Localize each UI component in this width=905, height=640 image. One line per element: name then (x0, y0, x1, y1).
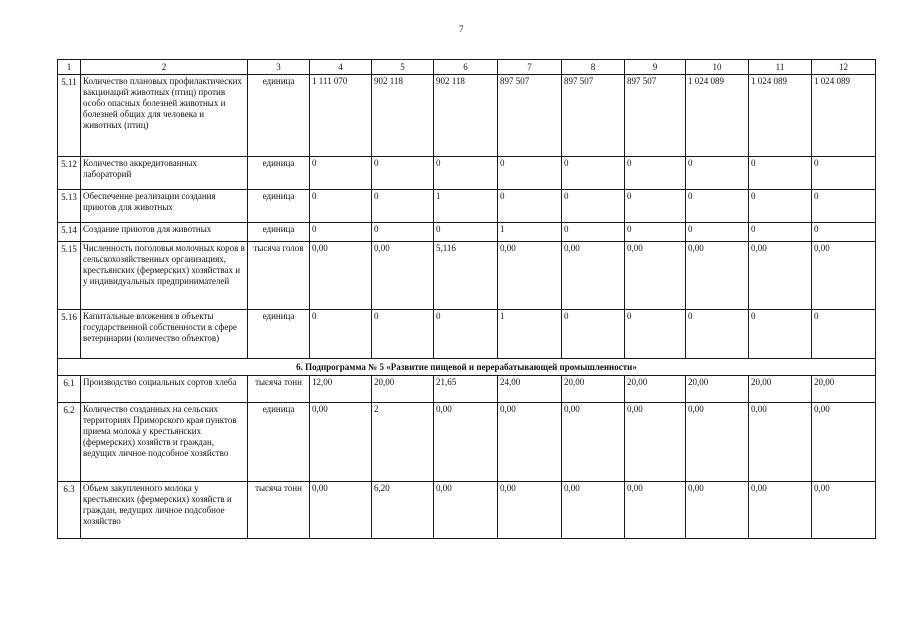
value-cell: 0 (812, 190, 876, 223)
value-cell: 0 (434, 310, 498, 359)
table-body (58, 60, 876, 539)
value-cell: 0 (562, 223, 625, 242)
column-header: 9 (625, 60, 686, 75)
value-cell: 20,00 (562, 376, 625, 403)
value-cell: 902 118 (372, 75, 434, 157)
value-cell: 0 (372, 310, 434, 359)
value-cell: 1 024 089 (686, 75, 749, 157)
value-cell: 0,00 (686, 482, 749, 539)
value-cell: 0,00 (562, 482, 625, 539)
value-cell: 21,65 (434, 376, 498, 403)
value-cell: 0 (812, 310, 876, 359)
row-number: 5.12 (58, 157, 81, 190)
column-header: 6 (434, 60, 498, 75)
value-cell: 0,00 (749, 403, 812, 482)
value-cell: 0 (749, 190, 812, 223)
value-cell: 0,00 (562, 403, 625, 482)
column-header: 8 (562, 60, 625, 75)
value-cell: 1 (498, 223, 562, 242)
column-header: 12 (812, 60, 876, 75)
value-cell: 0,00 (812, 482, 876, 539)
page-number: 7 (459, 24, 464, 34)
table-row (58, 310, 876, 359)
table-row (58, 190, 876, 223)
table-row (58, 242, 876, 310)
value-cell: 0 (562, 190, 625, 223)
value-cell: 0 (562, 157, 625, 190)
value-cell: 0,00 (686, 242, 749, 310)
row-number: 5.14 (58, 223, 81, 242)
value-cell: 0,00 (686, 403, 749, 482)
value-cell: 2 (372, 403, 434, 482)
value-cell: 0 (310, 157, 372, 190)
value-cell: 0 (625, 190, 686, 223)
row-number: 5.13 (58, 190, 81, 223)
row-number: 6.1 (58, 376, 81, 403)
table-row (58, 157, 876, 190)
value-cell: 0,00 (372, 242, 434, 310)
table-row (58, 223, 876, 242)
value-cell: 0 (749, 157, 812, 190)
value-cell: 1 024 089 (749, 75, 812, 157)
header-row (58, 60, 876, 75)
value-cell: 24,00 (498, 376, 562, 403)
value-cell: 0 (686, 310, 749, 359)
unit-cell: тысяча голов (248, 242, 310, 310)
column-header: 5 (372, 60, 434, 75)
value-cell: 0,00 (625, 242, 686, 310)
value-cell: 0,00 (749, 482, 812, 539)
value-cell: 0 (434, 223, 498, 242)
row-number: 6.2 (58, 403, 81, 482)
value-cell: 12,00 (310, 376, 372, 403)
column-header: 2 (81, 60, 248, 75)
indicator-name: Создание приютов для животных (81, 223, 248, 242)
value-cell: 0,00 (434, 403, 498, 482)
indicator-name: Количество аккредитованных лабораторий (81, 157, 248, 190)
unit-cell: тысяча тонн (248, 482, 310, 539)
value-cell: 0,00 (812, 403, 876, 482)
value-cell: 20,00 (749, 376, 812, 403)
value-cell: 0 (812, 157, 876, 190)
value-cell: 0,00 (498, 242, 562, 310)
value-cell: 0,00 (749, 242, 812, 310)
value-cell: 897 507 (625, 75, 686, 157)
indicator-name: Количество созданных на сельских территориях Приморского края пунктов приема молока у крестьянских (фермерских) хозяйств и граждан, ведущих личное подсобное хозяйство (81, 403, 248, 482)
unit-cell: единица (248, 190, 310, 223)
value-cell: 1 (498, 310, 562, 359)
value-cell: 0,00 (625, 482, 686, 539)
value-cell: 6,20 (372, 482, 434, 539)
value-cell: 0 (310, 310, 372, 359)
value-cell: 0 (625, 223, 686, 242)
value-cell: 1 024 089 (812, 75, 876, 157)
table-row (58, 403, 876, 482)
value-cell: 897 507 (498, 75, 562, 157)
indicator-name: Численность поголовья молочных коров в сельскохозяйственных организациях, крестьянских (фермерских) хозяйствах и у индивидуальных предпринимателей (81, 242, 248, 310)
value-cell: 0 (498, 190, 562, 223)
row-number: 6.3 (58, 482, 81, 539)
value-cell: 0 (625, 310, 686, 359)
value-cell: 0 (562, 310, 625, 359)
indicator-name: Объем закупленного молока у крестьянских (фермерских) хозяйств и граждан, ведущих личное подсобное хозяйство (81, 482, 248, 539)
indicator-name: Количество плановых профилактических вакцинаций животных (птиц) против особо опасных болезней животных и болезней общих для человека и животных (птиц) (81, 75, 248, 157)
value-cell: 0 (498, 157, 562, 190)
table-row (58, 376, 876, 403)
row-number: 5.16 (58, 310, 81, 359)
unit-cell: тысяча тонн (248, 376, 310, 403)
value-cell: 0 (686, 157, 749, 190)
column-header: 11 (749, 60, 812, 75)
row-number: 5.11 (58, 75, 81, 157)
column-header: 7 (498, 60, 562, 75)
unit-cell: единица (248, 223, 310, 242)
value-cell: 0 (372, 157, 434, 190)
value-cell: 0,00 (562, 242, 625, 310)
table-row (58, 482, 876, 539)
value-cell: 0 (749, 310, 812, 359)
column-header: 1 (58, 60, 81, 75)
value-cell: 0 (310, 190, 372, 223)
column-header: 3 (248, 60, 310, 75)
value-cell: 20,00 (625, 376, 686, 403)
value-cell: 20,00 (686, 376, 749, 403)
section-row (58, 359, 876, 376)
section-title: 6. Подпрограмма № 5 «Развитие пищевой и перерабатывающей промышленности» (58, 359, 876, 376)
column-header: 10 (686, 60, 749, 75)
value-cell: 0 (749, 223, 812, 242)
value-cell: 0,00 (310, 403, 372, 482)
unit-cell: единица (248, 310, 310, 359)
value-cell: 902 118 (434, 75, 498, 157)
indicator-name: Производство социальных сортов хлеба (81, 376, 248, 403)
value-cell: 0 (625, 157, 686, 190)
value-cell: 20,00 (812, 376, 876, 403)
unit-cell: единица (248, 157, 310, 190)
value-cell: 0 (686, 223, 749, 242)
unit-cell: единица (248, 403, 310, 482)
value-cell: 0,00 (625, 403, 686, 482)
value-cell: 0 (686, 190, 749, 223)
indicators-table (57, 59, 876, 539)
value-cell: 0 (372, 223, 434, 242)
indicator-name: Капитальные вложения в объекты государственной собственности в сфере ветеринарии (количество объектов) (81, 310, 248, 359)
value-cell: 1 111 070 (310, 75, 372, 157)
value-cell: 20,00 (372, 376, 434, 403)
value-cell: 0 (310, 223, 372, 242)
value-cell: 0,00 (434, 482, 498, 539)
value-cell: 0 (434, 157, 498, 190)
value-cell: 0,00 (498, 403, 562, 482)
value-cell: 0,00 (310, 242, 372, 310)
value-cell: 5,116 (434, 242, 498, 310)
value-cell: 1 (434, 190, 498, 223)
table-row (58, 75, 876, 157)
value-cell: 0 (372, 190, 434, 223)
indicator-name: Обеспечение реализации создания приютов для животных (81, 190, 248, 223)
value-cell: 897 507 (562, 75, 625, 157)
value-cell: 0,00 (498, 482, 562, 539)
value-cell: 0,00 (310, 482, 372, 539)
column-header: 4 (310, 60, 372, 75)
unit-cell: единица (248, 75, 310, 157)
value-cell: 0,00 (812, 242, 876, 310)
row-number: 5.15 (58, 242, 81, 310)
value-cell: 0 (812, 223, 876, 242)
